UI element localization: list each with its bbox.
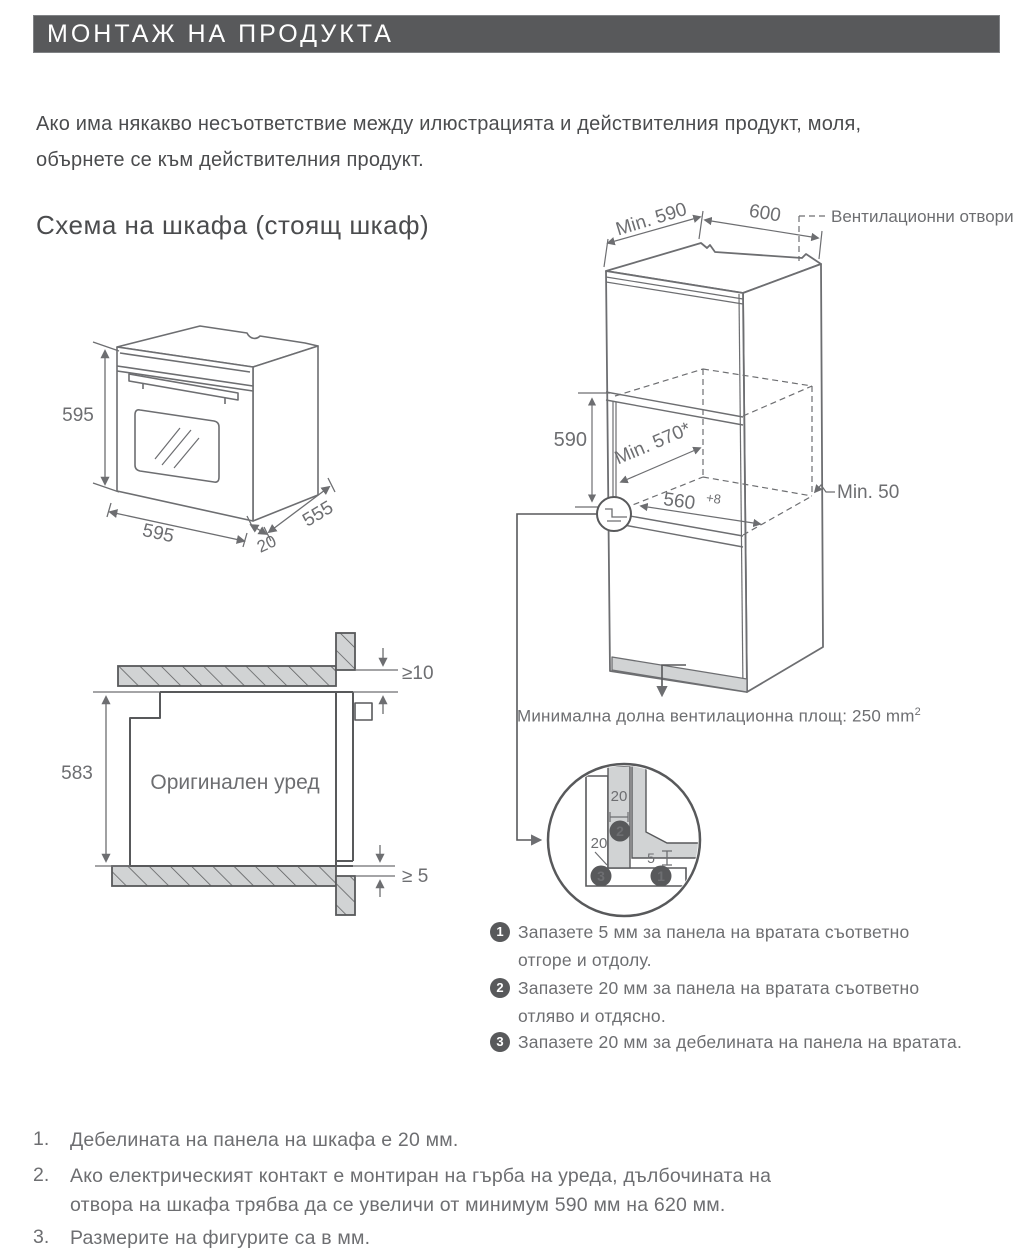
page-title: МОНТАЖ НА ПРОДУКТА bbox=[47, 19, 394, 48]
footnote-2-text: Ако електрическият контакт е монтиран на гърба на уреда, дълбочината на отвора на шкафа трябва да се увеличи от минимум 590 мм на 620 мм. bbox=[70, 1165, 772, 1216]
cabinet-drawing bbox=[606, 243, 823, 692]
intro-paragraph: Ако има някакво несъответствие между илюстрацията и действителния продукт, моля, обърнете се към действителния продукт. bbox=[36, 113, 862, 171]
cross-section-figure bbox=[50, 598, 470, 933]
section-dim-height: 583 bbox=[61, 763, 93, 784]
detail-badge-1: 1 bbox=[657, 868, 665, 884]
note-2-line2: отляво и отдясно. bbox=[518, 1006, 666, 1026]
note-1-line2: отгоре и отдолу. bbox=[518, 950, 652, 970]
appliance-label: Оригинален уред bbox=[150, 771, 320, 794]
bottom-vent-sup: 2 bbox=[914, 706, 921, 718]
footnote-1-num: 1. bbox=[33, 1128, 50, 1150]
vent-openings-label: Вентилационни отвори bbox=[831, 207, 1014, 226]
detail-dim-top: 20 bbox=[610, 788, 628, 805]
detail-dim-left: 20 bbox=[590, 835, 608, 852]
niche-dim-width-tol: +8 bbox=[705, 489, 722, 507]
rear-gap-label: Min. 50 bbox=[837, 482, 900, 503]
footnote-3-num: 3. bbox=[33, 1226, 50, 1248]
oven-drawing bbox=[117, 326, 318, 521]
cabinet-dim-width: 600 bbox=[747, 200, 783, 227]
niche-dim-depth: Min. 570* bbox=[611, 418, 694, 470]
oven-figure bbox=[57, 312, 357, 562]
bottom-gap-label: ≥ 5 bbox=[402, 866, 429, 887]
cabinet-figure bbox=[515, 195, 1020, 920]
oven-dim-depth: 555 bbox=[299, 497, 338, 532]
top-shelf-hatched bbox=[118, 666, 336, 686]
footnote-3-text: Размерите на фигурите са в мм. bbox=[70, 1227, 371, 1249]
top-gap-label: ≥10 bbox=[402, 663, 434, 684]
plug-protrusion bbox=[355, 703, 372, 720]
oven-dim-height: 595 bbox=[62, 405, 94, 426]
note-1-line1: Запазете 5 мм за панела на вратата съответно bbox=[518, 922, 910, 942]
oven-dim-door: 20 bbox=[254, 531, 280, 557]
section-heading: Схема на шкафа (стоящ шкаф) bbox=[36, 210, 430, 240]
bottom-vent-label bbox=[517, 706, 921, 727]
bottom-shelf-hatched bbox=[112, 866, 336, 886]
note-2-line1: Запазете 20 мм за панела на вратата съответно bbox=[518, 978, 920, 998]
cabinet-dim-depth: Min. 590 bbox=[613, 199, 690, 241]
detail-indicator-circle bbox=[597, 497, 631, 531]
page-header-bar bbox=[33, 15, 1000, 53]
note-3-badge: 3 bbox=[490, 1032, 510, 1052]
niche-dim-width: 560 bbox=[662, 489, 697, 515]
detail-dim-gap: 5 bbox=[647, 850, 655, 866]
oven-dim-width: 595 bbox=[140, 519, 176, 548]
footnote-1-text: Дебелината на панела на шкафа е 20 мм. bbox=[70, 1129, 459, 1151]
note-1-badge: 1 bbox=[490, 922, 510, 942]
detail-badge-2: 2 bbox=[616, 823, 624, 839]
note-3-line1: Запазете 20 мм за дебелината на панела на вратата. bbox=[518, 1032, 963, 1052]
detail-badge-3: 3 bbox=[597, 868, 605, 884]
bottom-vent-text: Минимална долна вентилационна площ: 250 mm bbox=[517, 706, 915, 726]
note-2-badge: 2 bbox=[490, 978, 510, 998]
door-panel-top-hatched bbox=[336, 633, 355, 670]
door-panel-bottom-hatched bbox=[336, 876, 355, 915]
footnote-2-num: 2. bbox=[33, 1164, 50, 1186]
niche-dim-height: 590 bbox=[553, 429, 587, 451]
